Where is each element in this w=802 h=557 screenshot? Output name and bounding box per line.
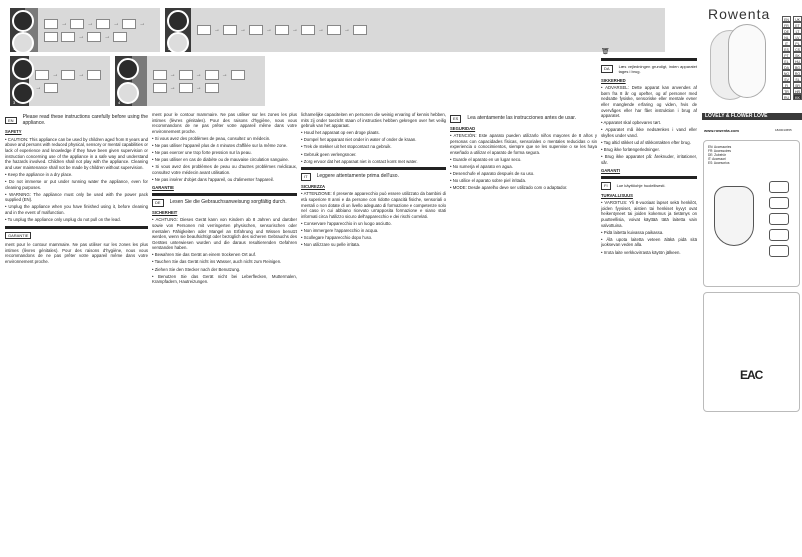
safety-heading: SIKKERHED — [601, 77, 626, 83]
paragraph: • Brug ikke apparatet på: åreknuder, irritationer, sår. — [601, 154, 697, 165]
paragraph: • ACHTUNG: Dieses Gerät kann von Kindern ab 8 Jahren und darüber sowie von Personen mit verringerten physischen, sensorischen oder mentalen Fähigkeiten oder Mangel an Erfahrung und Wissen benutzt werden, wenn sie beaufsichtigt oder bezüglich des sicheren Gebrauchs des Gerätes unterwiesen wurden und die daraus resultierenden Gefahren verstanden haben. — [152, 217, 297, 251]
website: www.rowenta.com — [704, 128, 739, 133]
language-code-lv: LV — [793, 34, 802, 40]
paragraph: • Apparatet skal opbevares tørt. — [601, 120, 662, 126]
section-title: Please read these instructions carefully before using the appliance. — [22, 114, 148, 126]
language-code-de: DE — [782, 28, 791, 34]
language-code-lt: LT — [793, 28, 802, 34]
illustration-band — [0, 0, 700, 110]
accessories-drawing — [769, 181, 789, 271]
section-es — [450, 112, 597, 557]
language-code: DE — [152, 199, 164, 207]
paragraph: • MODE: Desde aparelho deve ser utilizado com o adaptador. — [450, 185, 568, 191]
paragraph: • Gebruik geen verlengsnoer. — [301, 151, 357, 157]
language-code-sv: SV — [782, 76, 791, 82]
safety-heading: TURVALLISUUS — [601, 192, 633, 198]
language-code-kk: KK — [793, 94, 802, 100]
language-code-it: IT — [782, 40, 791, 46]
language-code-hu: HU — [794, 60, 801, 64]
paragraph: • Zorg ervoor dat het apparaat niet in contact komt met water. — [301, 158, 418, 164]
epilator-drawing — [714, 186, 754, 246]
language-list — [782, 16, 802, 100]
language-code: GARANTIE — [5, 232, 31, 240]
product-name: LOVELY & FLOWER LOVE — [702, 113, 802, 120]
figure-4: → → → → → 4 — [115, 56, 265, 106]
paragraph: • Non utilizzare su pelle irritata. — [301, 242, 361, 248]
language-code-pl: PL — [793, 40, 802, 46]
paragraph: • Tag altid stikket ud af stikkontakten efter brug. — [601, 140, 691, 146]
paragraph: • Conservare l'apparecchio in un luogo asciutto. — [301, 220, 392, 226]
parts-item: EN: Accessories — [708, 145, 732, 149]
language-code-no: NO — [783, 72, 790, 76]
figure-label: 4 — [118, 100, 121, 105]
garantie-heading: GARANTIE — [152, 184, 174, 190]
garanti-heading: GARANTI — [601, 167, 621, 173]
language-code-nl: NL — [782, 34, 791, 40]
language-code-cs: CS — [793, 46, 802, 52]
paragraph: • ATTENZIONE: Il presente apparecchio può essere utilizzato da bambini di età superiore 8 anni e da persone con ridotte capacità fisiche, sensoriali o mentali o non dotate di un livello adeguato di formazione e competenze solo nel caso in cui abbiano ricevuto un'apposita formazione e siano stati informati circa l'utilizzo sicuro dell'apparecchio e dei rischi correlati. — [301, 191, 446, 219]
weee-notice — [601, 50, 697, 55]
language-code-uk: UK — [793, 16, 802, 22]
safety-heading: SICHERHEIT — [152, 209, 178, 215]
safety-heading: SEGURIDAD — [450, 125, 476, 131]
paragraph: • No sumerja el aparato en agua. — [450, 164, 513, 170]
language-code-ru: RU — [783, 96, 790, 100]
language-code-es: ES — [782, 46, 791, 52]
section-title: Lea atentamente las instrucciones antes de usar. — [467, 115, 577, 121]
paragraph: • Dompel het apparaat niet onder in water of onder de kraan. — [301, 137, 417, 143]
reference: 1820013655 — [775, 128, 792, 132]
paragraph: • Ne pas utiliser l'appareil plus de 4 minutes d'affilée sur la même zone. — [152, 142, 288, 148]
paragraph: • To unplug the appliance only unplug do not pull on the lead. — [5, 217, 121, 222]
section-nl-it — [301, 112, 446, 557]
section-title: Lesen Sie die Gebrauchsanweisung sorgfältig durch. — [169, 199, 287, 206]
language-code-el: EL — [782, 58, 791, 64]
language-code-et: ET — [793, 22, 802, 28]
paragraph: • Ziehen Sie den Stecker nach der Benutzung. — [152, 266, 241, 272]
cover — [702, 0, 802, 125]
language-code-sk: SK — [793, 52, 802, 58]
safety-heading: SAFETY — [5, 129, 22, 135]
language-code-fi: FI — [782, 82, 791, 88]
paragraph: • Ne pas utiliser en cas de diabète ou de mauvaise circulation sanguine. — [152, 157, 289, 163]
paragraph: • Ne pas insérer d'objet dans l'appareil, ou d'alimenter l'appareil. — [152, 176, 274, 182]
section-fr-de — [152, 112, 297, 557]
paragraph: • WARNING: The appliance must only be used with the power pack supplied (EN). — [5, 191, 148, 203]
parts-item: DE: Zubehör — [708, 153, 727, 157]
figure-label: 1 — [13, 46, 16, 51]
paragraph: • Bewahren Sie das Gerät an einem trockenen Ort auf. — [152, 252, 256, 258]
paragraph: • Apparatet må ikke nedsænkes i vand eller skylles under vand. — [601, 127, 697, 139]
paragraph: • Desenchufe el aparato después de su uso. — [450, 171, 535, 177]
language-code-pt: PT — [782, 52, 791, 58]
divider — [152, 193, 297, 196]
language-code: FI — [601, 182, 611, 190]
language-code: EN — [5, 117, 17, 125]
paragraph: • VAROITUS: Yli 8-vuotiaat lapset sekä henkilöt, joiden fyysiset, aistien tai henkiset kyvyt ovat heikentyneet tai joiden kokemus ja tietämys on puutteellisia, voivat käyttää tätä laitetta vain valvottuina. — [601, 200, 697, 228]
figure-3: → → → 3 — [10, 56, 110, 106]
paragraph: • Houd het apparaat op een droge plaats. — [301, 130, 380, 136]
section-da-fi — [601, 48, 697, 557]
paragraph: • Non immergere l'apparecchio in acqua. — [301, 228, 379, 233]
language-code-tr: TR — [782, 88, 791, 94]
section-title: Leggere attentamente prima dell'uso. — [316, 173, 399, 180]
paragraph: • Ne pas exercer une trop forte pression sur la peau. — [152, 150, 252, 156]
compliance-box — [703, 292, 800, 412]
language-code-en: EN — [782, 16, 791, 22]
paragraph: • ATENCIÓN: Este aparato pueden utilizarlo niños mayores de 8 años y personas con capacidades físicas, sensoriales o mentales reducidas o sin experiencia o conocimientos, siempre que se les supervise o se les haya enseñado a utilizar el aparato de forma segura. — [450, 133, 597, 155]
paragraph: • Do not immerse or put under running water the appliance, even for cleaning purposes. — [5, 178, 148, 190]
section-title: Lue käyttöohje huolellisesti. — [616, 183, 666, 189]
divider — [5, 226, 148, 229]
parts-box — [703, 140, 800, 287]
paragraph: • No utilice el aparato sobre piel irritada. — [450, 178, 527, 184]
paragraph: • Si vous avez des problèmes de peau ou d'autres problèmes médicaux, consultez votre médecin avant utilisation. — [152, 164, 297, 175]
section-en — [5, 112, 148, 557]
language-code: IT — [301, 173, 311, 181]
language-code-hr: HR — [794, 90, 801, 94]
paragraph: • Irrota laite verkkovirrasta käytön jälkeen. — [601, 249, 681, 255]
epilator-image — [728, 24, 766, 98]
parts-item: ES: Accesorios — [708, 161, 730, 165]
section-title: Læs vejledningen grundigt, inden apparatet tages i brug. — [618, 63, 697, 75]
paragraph: • Benutzen Sie das Gerät nicht bei Leberflecken, Muttermalen, Krampfadern, Hautreizungen. — [152, 273, 297, 285]
language-code-fr: FR — [782, 22, 791, 28]
safety-heading: SICUREZZA — [301, 183, 325, 189]
bin-icon: 🗑 — [601, 48, 610, 55]
paragraph: • Brug ikke forlængerledninger. — [601, 147, 660, 153]
paragraph: • Unplug the appliance when you have finished using it, before cleaning and in the event of malfunction. — [5, 204, 148, 215]
language-code-ro: RO — [794, 72, 801, 76]
divider — [601, 58, 697, 61]
paragraph: • Tauchen Sie das Gerät nicht ins Wasser, auch nicht zum Reinigen. — [152, 259, 282, 265]
paragraph: • Scollegare l'apparecchio dopo l'uso. — [301, 235, 373, 241]
language-code-sl: SL — [793, 76, 802, 82]
language-code-da: DA — [782, 64, 791, 70]
paragraph: • Trek de stekker uit het stopcontact na gebruik. — [301, 144, 392, 150]
paragraph: • Keep the appliance in a dry place. — [5, 171, 73, 177]
brand-logo: Rowenta — [708, 6, 771, 22]
divider — [601, 176, 697, 179]
paragraph: • Älä upota laitetta veteen äläkä pidä sitä juoksevan veden alla. — [601, 236, 697, 248]
paragraph: • ADVARSEL: Dette apparat kan anvendes af børn fra 8 år og opefter, og af personer med nedsatte fysiske, sensoriske eller mentale evner eller manglende erfaring og viden, hvis de overvåges eller har fået instruktion i brug af apparatet. — [601, 85, 697, 119]
paragraph: • CAUTION: This appliance can be used by children aged from 8 years and above and persons with reduced physical, sensory or mental capabilities or lack of experience and knowledge if they have been given supervision or instruction concerning use of the appliance in a safe way and understand the hazards involved. Children shall not play with the appliance. Cleaning and user maintenance shall not be made by children without supervision. — [5, 136, 148, 170]
paragraph: lichamelijke capaciteiten en personen die weinig ervaring of kennis hebben, mits zij onder toezicht staan of instructies hebben gekregen over het veilig gebruik van het apparaat. — [301, 112, 446, 129]
parts-item: FR: Accessoires — [708, 149, 732, 153]
language-code-bg: BG — [794, 66, 801, 70]
paragraph: • Si vous avez des problèmes de peau, consultez un médecin. — [152, 135, 271, 141]
figure-label: 2 — [168, 46, 171, 51]
paragraph: ment pour le contour mammaire. Ne pas utiliser sur les zones les plus intimes (lèvres génitales). Pour des raisons d'hygiène, nous vous recommandons de ne pas prêter votre appareil même dans votre environnement proche. — [152, 112, 297, 134]
paragraph: • Guarde el aparato en un lugar seco. — [450, 157, 522, 163]
figure-1: → → → → → → 1 — [10, 8, 160, 52]
paragraph: • Pidä laitetta kuivassa paikassa. — [601, 229, 664, 235]
language-code: DA — [601, 65, 613, 73]
language-code: ES — [450, 115, 461, 123]
paragraph: ment pour le contour mammaire. Ne pas utiliser sur les zones les plus intimes (lèvres génitales). Pour des raisons d'hygiène, nous vous recommandons de ne pas prêter votre appareil même dans votre environnement proche. — [5, 242, 148, 264]
language-code-sr: SR — [793, 82, 802, 88]
divider — [301, 167, 446, 170]
eac-mark: EAC — [740, 368, 763, 382]
figure-label: 3 — [13, 100, 16, 105]
parts-item: IT: Accessori — [708, 157, 726, 161]
figure-2: → → → → → → 2 — [165, 8, 665, 52]
